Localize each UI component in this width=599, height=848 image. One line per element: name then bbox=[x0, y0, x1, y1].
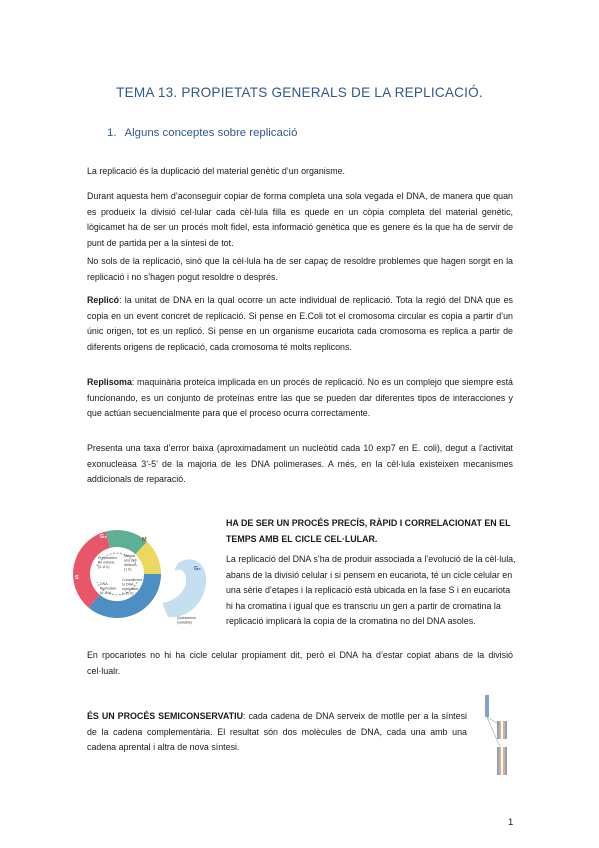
g2-label: G₂ bbox=[100, 534, 107, 540]
section-number: 1. bbox=[107, 127, 117, 139]
paragraph-precis: La replicació del DNA s’ha de produir associada a l’evolució de la cèl·lula, abans de la divisió celular i si pensem en eucariota, té un cicle celular en una sèrie d’etapes i la replicació està ubicada en la fase S i en eucariota hi ha cromatina i igual que es transcriu un gen a partir de cromatina la replicació implicarà la copia de la cromatina no del DNA asoles. bbox=[226, 554, 516, 627]
qui-label-1: Quiescence bbox=[177, 616, 196, 620]
g0-label: G₀ bbox=[194, 566, 201, 572]
com-label-3: replication bbox=[122, 587, 139, 591]
prep-label-1: Preparation bbox=[98, 556, 117, 560]
mit-label-3: division bbox=[124, 563, 136, 567]
section-heading bbox=[107, 127, 297, 139]
paragraph-definition: La replicació és la duplicació del material genètic d’un organisme. bbox=[87, 166, 346, 176]
s-label: S bbox=[75, 575, 79, 581]
mit-label-2: and cell bbox=[124, 558, 137, 563]
paragraph-error-rate: Presenta una taxa d’error baixa (aproximadament un nucleòtid cada 10 exp7 en E. coli), degut a l’activitat exonucleasa 3’-5’ de la majoria de les DNA polimerases. A més, en la cèl·lula existeixen mecanismes addicionals de reparació. bbox=[87, 443, 513, 485]
mit-label-4: (1 h) bbox=[124, 567, 132, 572]
replico-text: : la unitat de DNA en la qual ocorre un acte individual de replicació. Tota la regió del DNA que es copia en un event concret de replicació. Si pense en E.Coli tot el cromosoma circular es copia a partir d’un únic origen, tot es un replicó. Si pense en un organisme eucariota cada cromosoma es replica a partir de diferents origens de replicació, cada cromosoma té molts replicons. bbox=[87, 295, 513, 352]
precis-heading: HA DE SER UN PROCÉS PRECÍS, RÀPID I CORRELACIONAT EN EL TEMPS AMB EL CICLE CEL·LULAR. bbox=[226, 518, 511, 544]
m-label: M bbox=[142, 537, 147, 543]
replico-term: Replicó bbox=[87, 295, 120, 305]
section-title: Alguns conceptes sobre replicació bbox=[124, 127, 298, 139]
paragraph-repair: No sols de la replicació, sinó que la cèl·lula ha de ser capaç de resoldre problemes que hagen sorgit en la replicació i no s’hagen pogut resoldre o després. bbox=[87, 256, 513, 282]
dna-label-3: (6–8 h) bbox=[100, 591, 112, 595]
g1-label: G₁ bbox=[152, 601, 159, 607]
paragraph-procariotes: En rpocariotes no hi ha cicle celular propiament dit, però el DNA ha d’estar copiat abans de la divisió cel·lualr. bbox=[87, 650, 513, 676]
com-label-1: Commitment bbox=[122, 578, 143, 582]
semi-text: : cada cadena de DNA serveix de motlle per a la síntesi de la cadena complementària. El resultat són dos molècules de DNA, cada una amb una cadena aprental i altra de nova síntesi. bbox=[87, 711, 467, 753]
dna-label-2: replication bbox=[100, 586, 117, 591]
com-label-4: (~10 h) bbox=[122, 591, 134, 596]
com-label-2: to DNA bbox=[122, 582, 134, 587]
paragraph-replico bbox=[87, 293, 513, 355]
document-title: TEMA 13. PROPIETATS GENERALS DE LA REPLICACIÓ. bbox=[116, 85, 483, 100]
replisoma-text: : maquinària proteica implicada en un procés de replicació. No es un complejo que siempre está funcionando, es un conjunto de proteínas entre las que se pueden dar diferentes tipos de interacciones y que actúan secuencialmente para que el proceso ocurra correctamente. bbox=[87, 377, 513, 419]
prep-label-2: for mitosis bbox=[98, 560, 115, 565]
semi-term: ÉS UN PROCÉS SEMICONSERVATIU bbox=[87, 711, 243, 721]
prep-label-3: (2–6 h) bbox=[98, 565, 110, 569]
paragraph-semiconservatiu bbox=[87, 709, 467, 756]
paragraph-fidelity: Durant aquesta hem d’aconseguir copiar de forma completa una sola vegada el DNA, de manera que quan es produeix la divisió cel·lular cada cèl·lula filla es quede en un còpia completa del material genètic, lògicamet ha de ser un procés molt fidel, esta informació genètica que es genere és la que ha de servir de punt de partida per a la síntesi de tot. bbox=[87, 191, 513, 248]
dna-label-1: DNA bbox=[100, 582, 108, 586]
mit-label-1: Mitosis bbox=[124, 554, 136, 558]
paragraph-replisoma bbox=[87, 375, 513, 422]
page-number: 1 bbox=[508, 817, 514, 828]
semiconservative-figure bbox=[478, 691, 512, 779]
cell-cycle-figure bbox=[62, 519, 210, 625]
qui-label-2: (variable) bbox=[177, 620, 192, 625]
replisoma-term: Replisoma bbox=[87, 377, 132, 387]
